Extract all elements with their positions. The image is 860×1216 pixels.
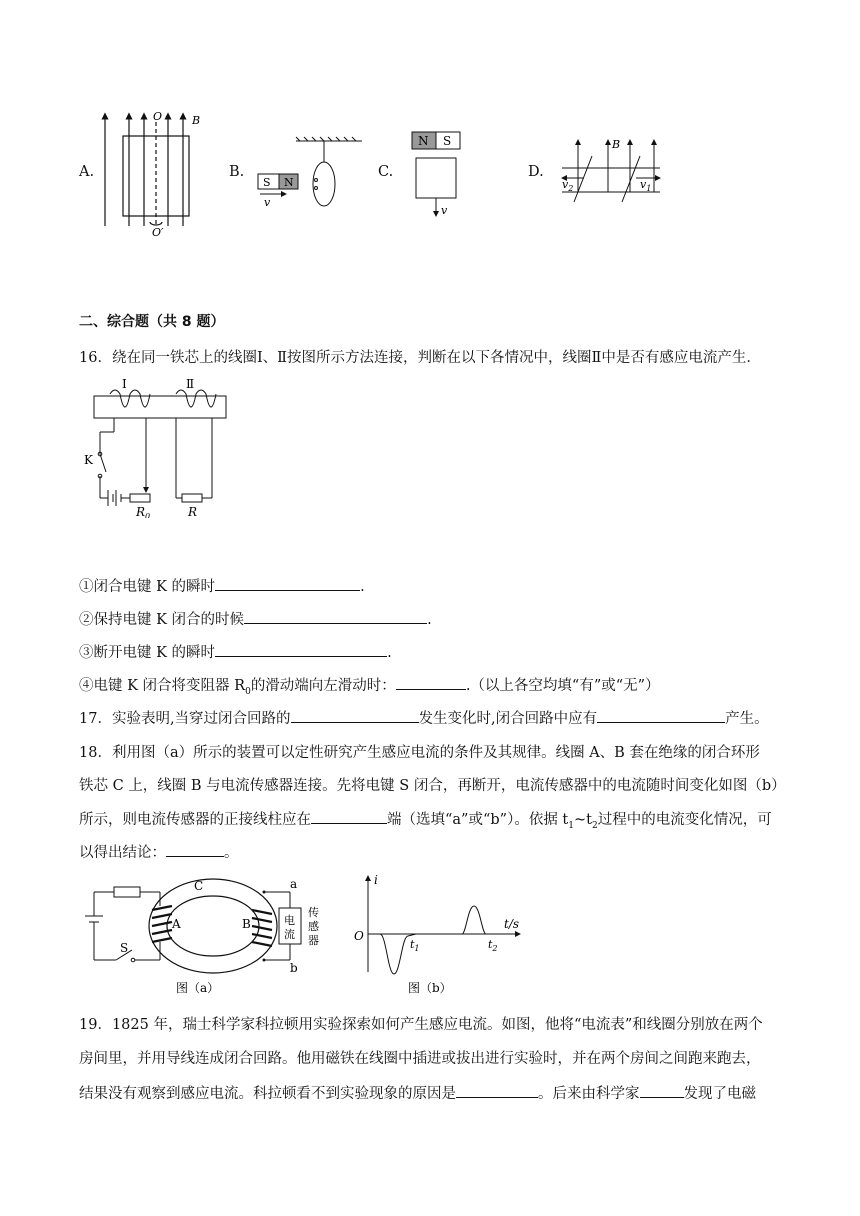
svg-text:t2: $t_2$ [488,938,498,953]
q16-stem: 16．绕在同一铁芯上的线圈Ⅰ、Ⅱ按图所示方法连接，判断在以下各情况中，线圈Ⅱ中是否有感应电流产生． [79,350,761,366]
q17-text: 17．实验表明,当穿过闭合回路的 发生变化时,闭合回路中应有 产生。 [79,708,769,729]
q19-line-3: 结果没有观察到感应电流。科拉顿看不到实验现象的原因是 。后来由科学家 发现了电磁 [79,1083,756,1104]
answer-blank-7[interactable] [311,809,387,824]
q16-circuit-figure [78,376,238,518]
magnet-n: N [284,176,294,189]
switch-k-label: K [84,453,93,467]
figure-option-b [250,136,370,212]
figure-a-caption: 图（a） [176,981,220,995]
terminal-a-label: a [290,877,298,891]
answer-blank-5[interactable] [291,708,419,723]
answer-blank-6[interactable] [597,708,725,723]
t1-label: t [410,938,415,951]
q18-line-4: 以得出结论： 。 [79,842,239,863]
x-axis-label: t/s [504,917,520,931]
svg-text:v2: $v_2$ [562,178,574,193]
y-axis-label: i [374,873,378,887]
figure-option-c [408,130,468,222]
magnet-s: S [263,176,271,189]
q18-line-3: 所示，则电流传感器的正接线柱应在 端（选填“a”或“b”）。依据 $t_1\sim t_2$过程中的电流变化情况，可 [79,809,772,836]
svg-text:t1: $t_1$ [410,938,420,953]
section-title: 二、综合题（共 8 题） [79,314,225,330]
option-d-label: D. [528,164,544,180]
answer-blank-9[interactable] [456,1083,538,1098]
q19-line-1: 19．1825 年，瑞士科学家科拉顿用实验探索如何产生感应电流。如图，他将“电流表”和线圈分别放在两个 [79,1017,763,1033]
coil-1-label: Ⅰ [122,377,127,391]
q18-figure-a [76,872,336,998]
figure-option-a [96,108,208,238]
q16-item-3: ③断开电键 K 的瞬时 . [79,642,392,663]
answer-blank-1[interactable] [215,576,360,591]
svg-text:R0: $R_0$ [136,505,151,518]
answer-blank-3[interactable] [215,642,387,657]
axis-o-top: O [153,110,163,123]
origin-label: O [354,929,364,943]
sensor-label-4: 感 [308,920,319,933]
axis-o-bottom: O′ [152,226,164,238]
v1-label: v [640,178,647,191]
coil-a-label: A [172,917,181,931]
answer-blank-10[interactable] [640,1083,684,1098]
t2-label: t [488,938,493,951]
magnet-s: S [443,134,452,148]
q18-line-1: 18．利用图（a）所示的装置可以定性研究产生感应电流的条件及其规律。线圈 A、B 套在绝缘的闭合环形 [79,745,760,761]
terminal-b-label: b [290,961,298,975]
option-a-label: A. [79,164,95,180]
q16-item-4: ④电键 K 闭合将变阻器 $R_0$的滑动端向左滑动时： .（以上各空均填“有”或“无”） [79,675,660,702]
sensor-label-3: 传 [308,906,319,919]
field-b: B [192,114,201,127]
sensor-label-2: 流 [284,928,295,941]
answer-blank-2[interactable] [244,609,427,624]
core-c-label: C [194,879,204,893]
coil-b-label: B [242,917,251,931]
switch-s-label: S [120,941,129,955]
field-b: B [612,138,621,151]
q16-item-2: ②保持电键 K 闭合的时候 . [79,609,432,630]
q18-figure-b [346,872,530,998]
option-b-label: B. [229,164,245,180]
coil-2-label: Ⅱ [186,377,195,391]
q19-line-2: 房间里，并用导线连成闭合回路。他用磁铁在线圈中插进或拔出进行实验时，并在两个房间之间跑来跑去， [79,1051,761,1067]
velocity-v: v [441,204,448,217]
sensor-label-5: 器 [308,934,319,947]
magnet-n: N [418,134,429,148]
figure-b-caption: 图（b） [408,981,452,995]
answer-blank-4[interactable] [396,675,466,690]
v2-label: v [562,178,569,191]
q16-item-1: ①闭合电键 K 的瞬时 . [79,576,365,597]
r-label: R [188,505,198,518]
option-c-label: C. [378,164,394,180]
svg-text:v1: $v_1$ [640,178,652,193]
answer-blank-8[interactable] [166,842,224,857]
q18-line-2: 铁芯 C 上，线圈 B 与电流传感器连接。先将电键 S 闭合，再断开，电流传感器中的电流随时间变化如图（b） [79,778,786,794]
velocity-v: v [264,196,271,209]
sensor-label-1: 电 [284,914,295,927]
r0-label: R [136,505,146,518]
figure-option-d [556,134,666,206]
